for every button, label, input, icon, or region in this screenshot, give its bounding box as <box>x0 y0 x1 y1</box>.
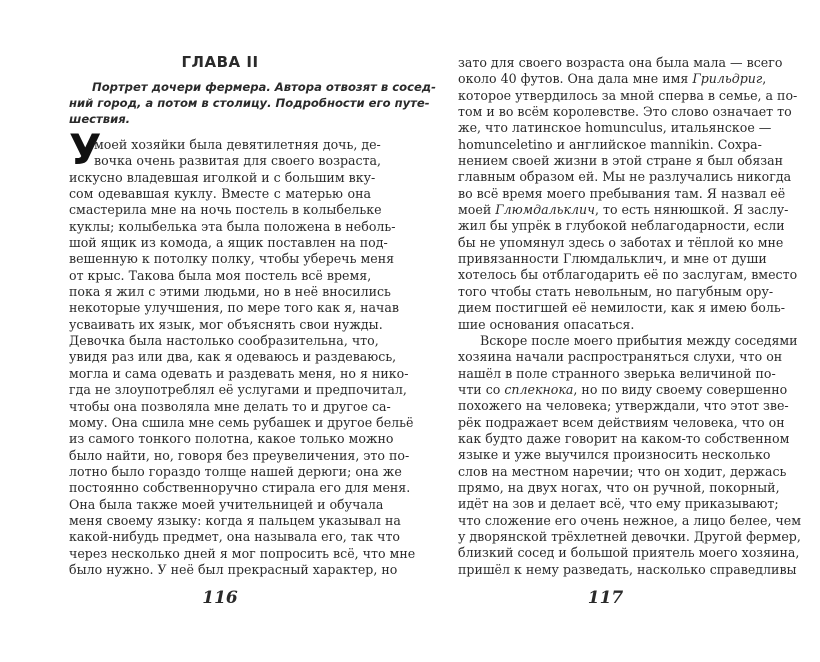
text-segment: жил бы упрёк в глубокой неблагодарности, если <box>458 218 785 234</box>
text-segment: искусно владевшая иголкой и с большим вку- <box>69 169 376 185</box>
text-segment: которое утвердилось за мной сперва в семье, а по- <box>458 87 798 103</box>
text-line <box>458 349 783 365</box>
text-line <box>458 561 797 578</box>
italic-term: Грильдриг <box>692 71 763 87</box>
text-line <box>69 463 402 480</box>
text-segment: смастерила мне на ночь постель в колыбельке <box>69 202 382 218</box>
text-segment: идёт на зов и делает всё, что ему приказывают; <box>458 496 779 512</box>
body-text <box>69 137 416 578</box>
text-segment: какой-нибудь предмет, она называла его, так что <box>69 529 401 545</box>
text-segment: что сложение его очень нежное, а лицо белее, чем <box>458 512 802 528</box>
summary-line: Портрет дочери фермера. Автора отвозят в сосед- <box>92 80 436 94</box>
text-line <box>458 332 798 349</box>
text-segment: , но по виду своему совершенно <box>573 381 788 397</box>
text-segment: рёк подражает всем действиям человека, что он <box>458 414 785 430</box>
text-line <box>458 463 787 480</box>
text-segment: похожего на человека; утверждали, что этот зве- <box>458 398 789 414</box>
text-segment: могла и сама одевать и раздевать меня, но я нико- <box>69 365 409 381</box>
text-segment: Девочка была настолько сообразительна, что, <box>69 333 379 349</box>
text-segment: вешенную к потолку полку, чтобы уберечь меня <box>69 251 395 267</box>
text-line <box>69 316 383 333</box>
body-text <box>458 55 802 578</box>
text-line <box>69 480 411 496</box>
page-number: 116 <box>202 588 238 608</box>
text-line <box>69 235 388 251</box>
text-line <box>458 430 790 447</box>
text-line <box>458 120 772 136</box>
text-line <box>458 55 783 71</box>
text-segment: меня своему языку: когда я пальцем указывал на <box>69 512 401 528</box>
right-page <box>458 0 802 662</box>
text-segment: Вскоре после моего прибытия между соседями <box>480 332 798 348</box>
text-segment: мому. Она сшила мне семь рубашек и другое бельё <box>69 414 414 430</box>
text-line <box>69 333 379 349</box>
text-line <box>69 268 371 284</box>
text-line <box>69 545 416 562</box>
text-line <box>458 153 784 169</box>
text-segment: пока я жил с этими людьми, но в неё вносились <box>69 284 391 300</box>
text-segment: чтобы она позволяла мне делать то и другое са- <box>69 398 391 414</box>
text-segment: чти со <box>458 381 505 397</box>
text-segment: моей <box>458 202 496 218</box>
text-segment: сом одевавшая куклу. Вместе с матерью она <box>69 186 371 202</box>
text-line <box>69 414 414 431</box>
text-segment: нашёл в поле странного зверька величиной по- <box>458 365 776 381</box>
text-segment: близкий сосед и большой приятель моего хозяина, <box>458 545 800 561</box>
text-line <box>69 398 391 415</box>
text-line <box>69 431 394 447</box>
text-line <box>458 234 784 251</box>
text-line <box>458 414 785 431</box>
text-segment: некоторые улучшения, по мере того как я, начав <box>69 300 399 316</box>
text-segment: было найти, но, говоря без преувеличения, это по- <box>69 447 410 463</box>
text-segment: шой ящик из комода, а ящик поставлен на под- <box>69 235 388 251</box>
text-line <box>458 528 801 545</box>
italic-term: Глюмдальклич <box>495 202 595 218</box>
text-segment: усваивать их язык, мог объяснять свои нужды. <box>69 316 383 332</box>
italic-term: сплекнока <box>504 381 574 397</box>
text-segment: том и во всём королевстве. Это слово означает то <box>458 104 792 120</box>
text-line <box>69 365 409 382</box>
text-line <box>458 87 798 104</box>
text-segment: нением своей жизни в этой стране я был обязан <box>458 153 784 169</box>
text-line <box>69 512 401 529</box>
text-segment: зато для своего возраста она была мала — всего <box>458 55 783 70</box>
text-line <box>69 447 410 464</box>
text-line <box>69 218 396 235</box>
text-segment: моей хозяйки была девятилетняя дочь, де- <box>94 137 381 152</box>
text-line <box>69 300 399 316</box>
text-segment: увидя раз или два, как я одеваюсь и раздеваюсь, <box>69 349 397 365</box>
text-segment: хозяина начали распространяться слухи, что он <box>458 349 783 365</box>
text-line <box>458 251 767 267</box>
text-segment: прямо, на двух ногах, что он ручной, покорный, <box>458 479 780 495</box>
text-line <box>69 251 395 267</box>
text-segment: дием постигшей её немилости, как я имею боль- <box>458 300 785 316</box>
chapter-title: ГЛАВА II <box>181 53 259 71</box>
text-segment: бы не упомянул здесь о заботах и тёплой ко мне <box>458 234 784 250</box>
text-line <box>458 136 762 153</box>
text-segment: пришёл к нему разведать, насколько справедливы <box>458 561 797 577</box>
text-segment: хотелось бы отблагодарить её по заслугам, вместо <box>458 267 798 283</box>
text-segment: куклы; колыбелька эта была положена в неболь- <box>69 218 396 234</box>
chapter-summary <box>69 79 436 127</box>
text-line <box>69 382 407 398</box>
text-segment: около 40 футов. Она дала мне имя <box>458 71 693 87</box>
text-line <box>458 185 786 202</box>
text-segment: вочка очень развитая для своего возраста, <box>94 153 382 169</box>
text-line <box>69 137 381 153</box>
text-line <box>69 202 382 218</box>
text-line <box>458 202 789 218</box>
text-line <box>69 169 376 186</box>
text-segment: как будто даже говорит на каком-то собственном <box>458 430 790 446</box>
text-segment: того чтобы стать невольным, но пагубным ору- <box>458 283 774 299</box>
text-segment: у дворянской трёхлетней девочки. Другой фермер, <box>458 528 801 544</box>
text-line <box>458 496 779 512</box>
text-line <box>69 496 384 513</box>
text-segment: же, что латинское homunculus, итальянское — <box>458 120 772 136</box>
text-segment: гда не злоупотреблял её услугами и предпочитал, <box>69 382 407 398</box>
text-line <box>458 104 792 120</box>
summary-line: шествия. <box>69 112 131 126</box>
text-segment: слов на местном наречии; что он ходит, держась <box>458 463 787 479</box>
text-line <box>69 284 391 300</box>
text-line <box>458 300 785 316</box>
text-segment: было нужно. У неё был прекрасный характер, но <box>69 561 398 577</box>
text-line <box>458 71 767 87</box>
text-segment: , то есть нянюшкой. Я заслу- <box>594 202 789 218</box>
text-line <box>458 479 780 496</box>
text-segment: homunceletino и английское mannikin. Сохра- <box>458 136 762 152</box>
text-line <box>458 283 774 300</box>
text-line <box>458 398 789 414</box>
summary-line: ний город, а потом в столицу. Подробности его путе- <box>69 96 430 110</box>
text-segment: Она была также моей учительницей и обучала <box>69 496 384 512</box>
text-segment: из самого тонкого полотна, какое только можно <box>69 431 394 447</box>
left-page <box>69 0 436 662</box>
text-line <box>458 267 798 283</box>
text-segment: главным образом ей. Мы не разлучались никогда <box>458 169 792 185</box>
text-segment: языке и уже выучился произносить несколько <box>458 447 771 463</box>
text-segment: через несколько дней я мог попросить всё, что мне <box>69 545 416 561</box>
text-line <box>69 529 401 545</box>
text-line <box>458 545 800 561</box>
text-line <box>458 512 802 529</box>
text-line <box>69 153 382 169</box>
text-segment: во всё время моего пребывания там. Я назвал её <box>458 185 786 201</box>
text-segment: постоянно собственноручно стирала его для меня. <box>69 480 411 496</box>
text-line <box>458 447 771 463</box>
text-line <box>69 349 397 365</box>
text-line <box>458 218 785 234</box>
text-segment: привязанности Глюмдальклич, и мне от души <box>458 251 767 267</box>
text-line <box>458 381 788 398</box>
text-segment: шие основания опасаться. <box>458 316 635 332</box>
drop-cap: У <box>69 125 102 174</box>
text-line <box>458 365 776 382</box>
page-number: 117 <box>587 588 624 608</box>
text-segment: от крыс. Такова была моя постель всё время, <box>69 267 372 283</box>
text-line <box>458 169 792 185</box>
text-segment: , <box>762 71 767 87</box>
text-segment: лотно было гораздо толще нашей дерюги; она же <box>69 463 402 479</box>
text-line <box>69 186 371 202</box>
text-line <box>69 561 398 578</box>
text-line <box>458 317 753 333</box>
